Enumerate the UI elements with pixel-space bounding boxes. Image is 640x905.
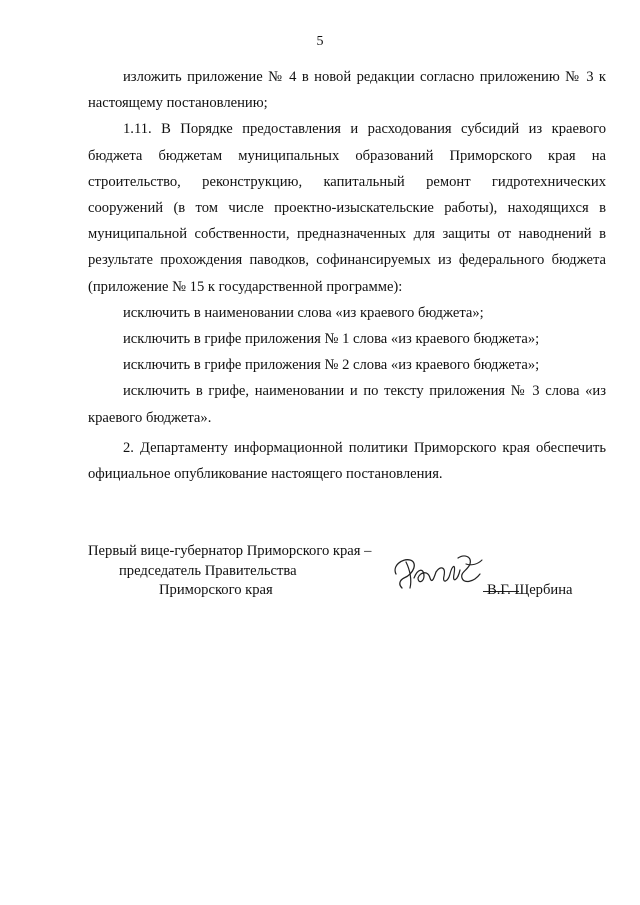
paragraph-7: 2. Департаменту информационной политики Приморского края обеспечить официальное опубликование настоящего постановления. — [88, 439, 606, 483]
signatory-title-line-1: Первый вице-губернатор Приморского края – — [88, 543, 372, 559]
document-body — [88, 64, 606, 487]
signatory-name: В.Г. Щербина — [487, 582, 573, 598]
paragraph-1: изложить приложение № 4 в новой редакции согласно приложению № 3 к настоящему постановлению; — [88, 69, 606, 112]
paragraph-6: исключить в грифе, наименовании и по тексту приложения № 3 слова «из краевого бюджета». — [88, 383, 606, 426]
paragraph-2: 1.11. В Порядке предоставления и расходования субсидий из краевого бюджета бюджетам муниципальных образований Приморского края на строительство, реконструкцию, капитальный ремонт гидротехнических сооружений (в том числе проектно-изыскательские работы), находящихся в муниципальной собственности, предназначенных для защиты от наводнений в результате прохождения паводков, софинансируемых из федерального бюджета (приложение № 15 к государственной программе): — [88, 121, 606, 295]
signatory-title-line-3: Приморского края — [159, 582, 273, 598]
paragraph-3: исключить в наименовании слова «из краевого бюджета»; — [123, 304, 484, 321]
paragraph-5: исключить в грифе приложения № 2 слова «из краевого бюджета»; — [123, 357, 540, 374]
paragraph-4: исключить в грифе приложения № 1 слова «из краевого бюджета»; — [123, 331, 540, 348]
page-number: 5 — [316, 34, 324, 49]
signatory-title-line-2: председатель Правительства — [119, 563, 297, 579]
handwritten-signature — [388, 548, 488, 598]
